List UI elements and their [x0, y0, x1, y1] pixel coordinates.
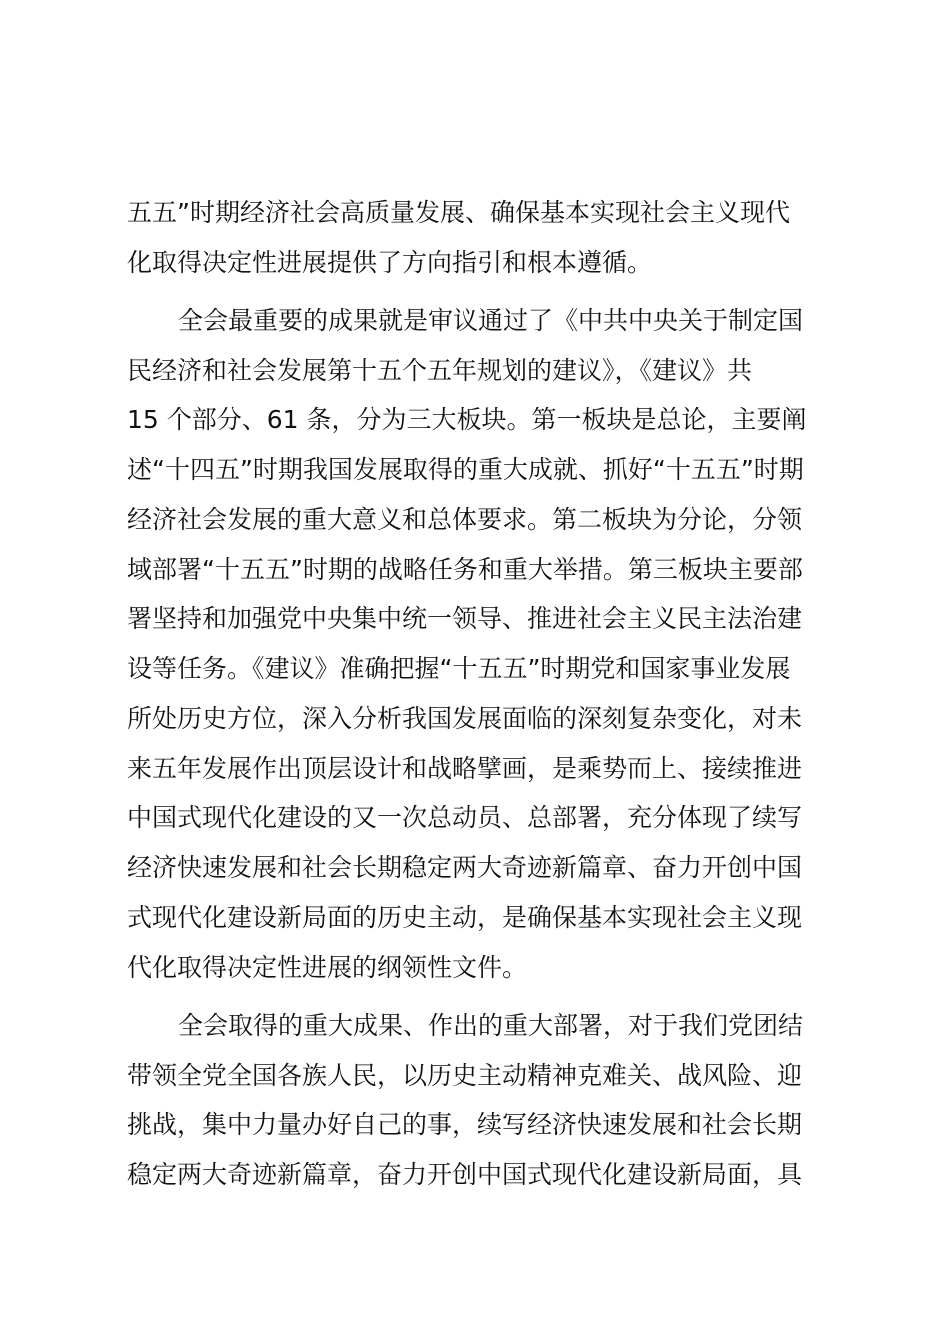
paragraph-2-line-4: 述“十四五”时期我国发展取得的重大成就、抓好“十五五”时期 [127, 455, 804, 484]
paragraph-2-line-14: 代化取得决定性进展的纲领性文件。 [127, 953, 528, 982]
paragraph-2-line-5: 经济社会发展的重大意义和总体要求。第二板块为分论，分领 [127, 505, 803, 534]
paragraph-2-line-13: 式现代化建设新局面的历史主动，是确保基本实现社会主义现 [127, 903, 803, 932]
paragraph-3-line-3: 挑战，集中力量办好自己的事，续写经济快速发展和社会长期 [127, 1110, 803, 1139]
paragraph-3-line-2: 带领全党全国各族人民，以历史主动精神克难关、战风险、迎 [127, 1061, 803, 1090]
paragraph-2-line-7: 署坚持和加强党中央集中统一领导、推进社会主义民主法治建 [127, 604, 803, 633]
paragraph-2-line-9: 所处历史方位，深入分析我国发展面临的深刻复杂变化，对未 [127, 704, 803, 733]
paragraph-2-line-11: 中国式现代化建设的又一次总动员、总部署，充分体现了续写 [127, 803, 803, 832]
paragraph-1-line-1: 五五”时期经济社会高质量发展、确保基本实现社会主义现代 [127, 198, 790, 227]
paragraph-3-line-1: 全会取得的重大成果、作出的重大部署，对于我们党团结 [178, 1011, 804, 1040]
paragraph-3-line-4: 稳定两大奇迹新篇章，奋力开创中国式现代化建设新局面，具 [127, 1160, 803, 1189]
paragraph-2-line-1: 全会最重要的成果就是审议通过了《中共中央关于制定国 [178, 306, 804, 335]
paragraph-2-line-6: 域部署“十五五”时期的战略任务和重大举措。第三板块主要部 [127, 555, 803, 584]
paragraph-2-line-8: 设等任务。《建议》准确把握“十五五”时期党和国家事业发展 [127, 654, 791, 683]
paragraph-2-line-10: 来五年发展作出顶层设计和战略擘画，是乘势而上、接续推进 [127, 754, 803, 783]
paragraph-2-line-2: 民经济和社会发展第十五个五年规划的建议》，《建议》共 [127, 356, 753, 385]
paragraph-2-line-12: 经济快速发展和社会长期稳定两大奇迹新篇章、奋力开创中国 [127, 853, 803, 882]
paragraph-1-line-2: 化取得决定性进展提供了方向指引和根本遵循。 [127, 248, 653, 277]
paragraph-2-line-3: 15 个部分、61 条，分为三大板块。第一板块是总论，主要阐 [127, 405, 807, 434]
